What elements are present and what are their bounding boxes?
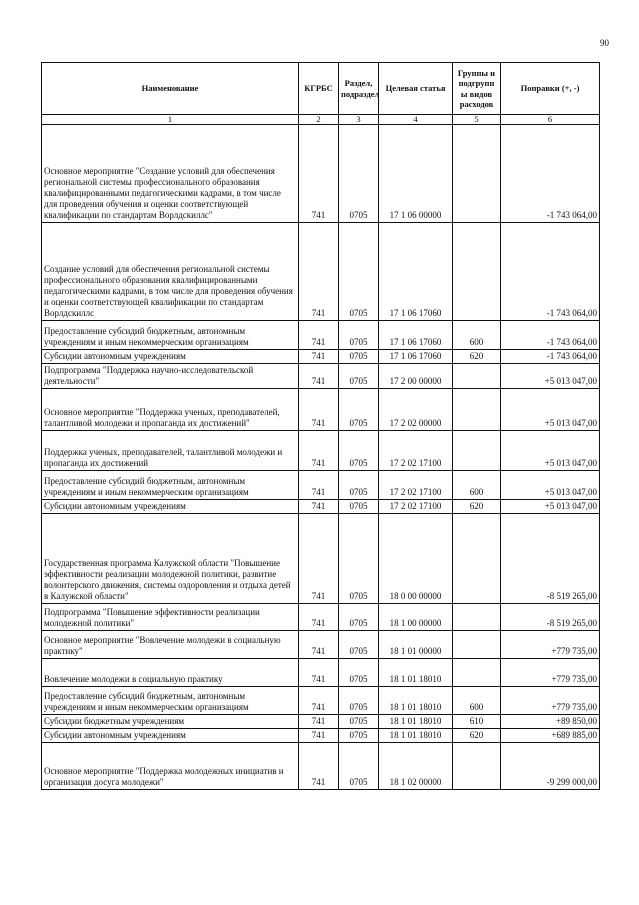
row-name: Основное мероприятие "Поддержка ученых, преподавателей, талантливой молодежи и пропаганда их достижений" (42, 389, 299, 431)
table-row (42, 350, 600, 364)
row-name: Подпрограмма "Поддержка научно-исследовательской деятельности" (42, 364, 299, 389)
column-number: 6 (501, 115, 600, 125)
row-section: 0705 (339, 364, 379, 389)
table-row (42, 715, 600, 729)
row-amount: -1 743 064,00 (501, 125, 600, 223)
table-body (42, 125, 600, 790)
row-name: Субсидии автономным учреждениям (42, 729, 299, 743)
row-target-article: 17 2 02 17100 (379, 500, 453, 514)
table-header-row (42, 63, 600, 115)
column-header-expense-group: Группы и подгрупп ы видов расходов (453, 63, 501, 115)
row-kgrbs: 741 (299, 729, 339, 743)
row-target-article: 17 2 00 00000 (379, 364, 453, 389)
row-name: Создание условий для обеспечения региональной системы профессионального образования квалифицированными педагогическими кадрами, в том числе для проведения обучения и оценки соответствующей квалификации по стандартам Ворлдскиллс (42, 223, 299, 321)
row-expense-group: 600 (453, 321, 501, 350)
row-name: Субсидии автономным учреждениям (42, 350, 299, 364)
row-target-article: 17 2 02 17100 (379, 471, 453, 500)
table-row (42, 321, 600, 350)
row-target-article: 18 1 01 18010 (379, 687, 453, 715)
row-expense-group: 620 (453, 350, 501, 364)
row-section: 0705 (339, 715, 379, 729)
row-target-article: 18 1 02 00000 (379, 743, 453, 790)
row-target-article: 18 1 00 00000 (379, 604, 453, 631)
row-amount: +5 013 047,00 (501, 389, 600, 431)
row-target-article: 17 1 06 00000 (379, 125, 453, 223)
row-kgrbs: 741 (299, 631, 339, 659)
row-expense-group (453, 364, 501, 389)
row-section: 0705 (339, 223, 379, 321)
column-number: 4 (379, 115, 453, 125)
row-section: 0705 (339, 514, 379, 604)
row-kgrbs: 741 (299, 471, 339, 500)
row-section: 0705 (339, 471, 379, 500)
row-section: 0705 (339, 500, 379, 514)
row-amount: -8 519 265,00 (501, 514, 600, 604)
row-name: Основное мероприятие "Вовлечение молодежи в социальную практику" (42, 631, 299, 659)
table-row (42, 364, 600, 389)
row-kgrbs: 741 (299, 350, 339, 364)
row-kgrbs: 741 (299, 659, 339, 687)
table-row (42, 125, 600, 223)
row-amount: +5 013 047,00 (501, 500, 600, 514)
row-target-article: 18 1 01 00000 (379, 631, 453, 659)
row-kgrbs: 741 (299, 687, 339, 715)
row-expense-group: 610 (453, 715, 501, 729)
row-kgrbs: 741 (299, 321, 339, 350)
row-section: 0705 (339, 389, 379, 431)
row-name: Государственная программа Калужской области "Повышение эффективности реализации молодежной политики, развитие волонтерского движения, системы оздоровления и отдыха детей в Калужской области" (42, 514, 299, 604)
row-amount: -8 519 265,00 (501, 604, 600, 631)
row-name: Предоставление субсидий бюджетным, автономным учреждениям и иным некоммерческим организациям (42, 687, 299, 715)
table-row (42, 729, 600, 743)
row-amount: +5 013 047,00 (501, 471, 600, 500)
row-name: Предоставление субсидий бюджетным, автономным учреждениям и иным некоммерческим организациям (42, 471, 299, 500)
row-amount: +779 735,00 (501, 631, 600, 659)
column-header-target-article: Целевая статья (379, 63, 453, 115)
row-amount: +689 885,00 (501, 729, 600, 743)
row-target-article: 18 0 00 00000 (379, 514, 453, 604)
row-target-article: 17 1 06 17060 (379, 350, 453, 364)
row-section: 0705 (339, 431, 379, 471)
table-row (42, 687, 600, 715)
row-amount: -1 743 064,00 (501, 223, 600, 321)
table-row (42, 500, 600, 514)
row-name: Подпрограмма "Повышение эффективности реализации молодежной политики" (42, 604, 299, 631)
row-expense-group (453, 223, 501, 321)
table-row (42, 604, 600, 631)
row-section: 0705 (339, 604, 379, 631)
row-expense-group (453, 514, 501, 604)
row-target-article: 17 2 02 17100 (379, 431, 453, 471)
row-kgrbs: 741 (299, 125, 339, 223)
budget-amendments-table (41, 62, 600, 790)
row-name: Основное мероприятие "Создание условий для обеспечения региональной системы профессионального образования квалифицированными педагогическими кадрами, в том числе для проведения обучения и оценки соответствующей квалификации по стандартам Ворлдскиллс" (42, 125, 299, 223)
row-name: Вовлечение молодежи в социальную практику (42, 659, 299, 687)
row-amount: +89 850,00 (501, 715, 600, 729)
row-target-article: 17 2 02 00000 (379, 389, 453, 431)
column-header-amendments: Поправки (+, -) (501, 63, 600, 115)
row-target-article: 17 1 06 17060 (379, 321, 453, 350)
column-header-section: Раздел, подраздел (339, 63, 379, 115)
row-expense-group (453, 631, 501, 659)
row-kgrbs: 741 (299, 514, 339, 604)
column-header-name: Наименование (42, 63, 299, 115)
column-number-row (42, 115, 600, 125)
row-expense-group (453, 604, 501, 631)
row-target-article: 17 1 06 17060 (379, 223, 453, 321)
column-header-kgrbs: КГРБС (299, 63, 339, 115)
row-expense-group (453, 389, 501, 431)
table-row (42, 514, 600, 604)
row-expense-group: 620 (453, 729, 501, 743)
row-name: Субсидии автономным учреждениям (42, 500, 299, 514)
column-number: 3 (339, 115, 379, 125)
row-amount: +779 735,00 (501, 659, 600, 687)
row-section: 0705 (339, 350, 379, 364)
row-kgrbs: 741 (299, 715, 339, 729)
table-row (42, 659, 600, 687)
row-name: Поддержка ученых, преподавателей, талантливой молодежи и пропаганда их достижений (42, 431, 299, 471)
row-amount: -9 299 000,00 (501, 743, 600, 790)
column-number: 5 (453, 115, 501, 125)
row-amount: +5 013 047,00 (501, 431, 600, 471)
row-section: 0705 (339, 687, 379, 715)
row-section: 0705 (339, 729, 379, 743)
row-amount: +779 735,00 (501, 687, 600, 715)
row-kgrbs: 741 (299, 223, 339, 321)
page-number: 90 (600, 38, 609, 48)
row-kgrbs: 741 (299, 364, 339, 389)
row-name: Субсидии бюджетным учреждениям (42, 715, 299, 729)
table-row (42, 631, 600, 659)
row-target-article: 18 1 01 18010 (379, 729, 453, 743)
table-row (42, 223, 600, 321)
row-expense-group (453, 125, 501, 223)
row-kgrbs: 741 (299, 500, 339, 514)
row-kgrbs: 741 (299, 604, 339, 631)
table-row (42, 471, 600, 500)
row-target-article: 18 1 01 18010 (379, 715, 453, 729)
row-amount: -1 743 064,00 (501, 321, 600, 350)
row-name: Предоставление субсидий бюджетным, автономным учреждениям и иным некоммерческим организациям (42, 321, 299, 350)
row-expense-group: 620 (453, 500, 501, 514)
row-section: 0705 (339, 743, 379, 790)
row-section: 0705 (339, 125, 379, 223)
row-name: Основное мероприятие "Поддержка молодежных инициатив и организация досуга молодежи" (42, 743, 299, 790)
row-section: 0705 (339, 659, 379, 687)
row-section: 0705 (339, 321, 379, 350)
row-expense-group: 600 (453, 471, 501, 500)
column-number: 1 (42, 115, 299, 125)
row-kgrbs: 741 (299, 389, 339, 431)
table-row (42, 389, 600, 431)
table-row (42, 431, 600, 471)
table-row (42, 743, 600, 790)
row-amount: -1 743 064,00 (501, 350, 600, 364)
column-number: 2 (299, 115, 339, 125)
row-expense-group: 600 (453, 687, 501, 715)
row-amount: +5 013 047,00 (501, 364, 600, 389)
row-expense-group (453, 659, 501, 687)
row-target-article: 18 1 01 18010 (379, 659, 453, 687)
row-kgrbs: 741 (299, 743, 339, 790)
row-section: 0705 (339, 631, 379, 659)
row-kgrbs: 741 (299, 431, 339, 471)
row-expense-group (453, 431, 501, 471)
row-expense-group (453, 743, 501, 790)
